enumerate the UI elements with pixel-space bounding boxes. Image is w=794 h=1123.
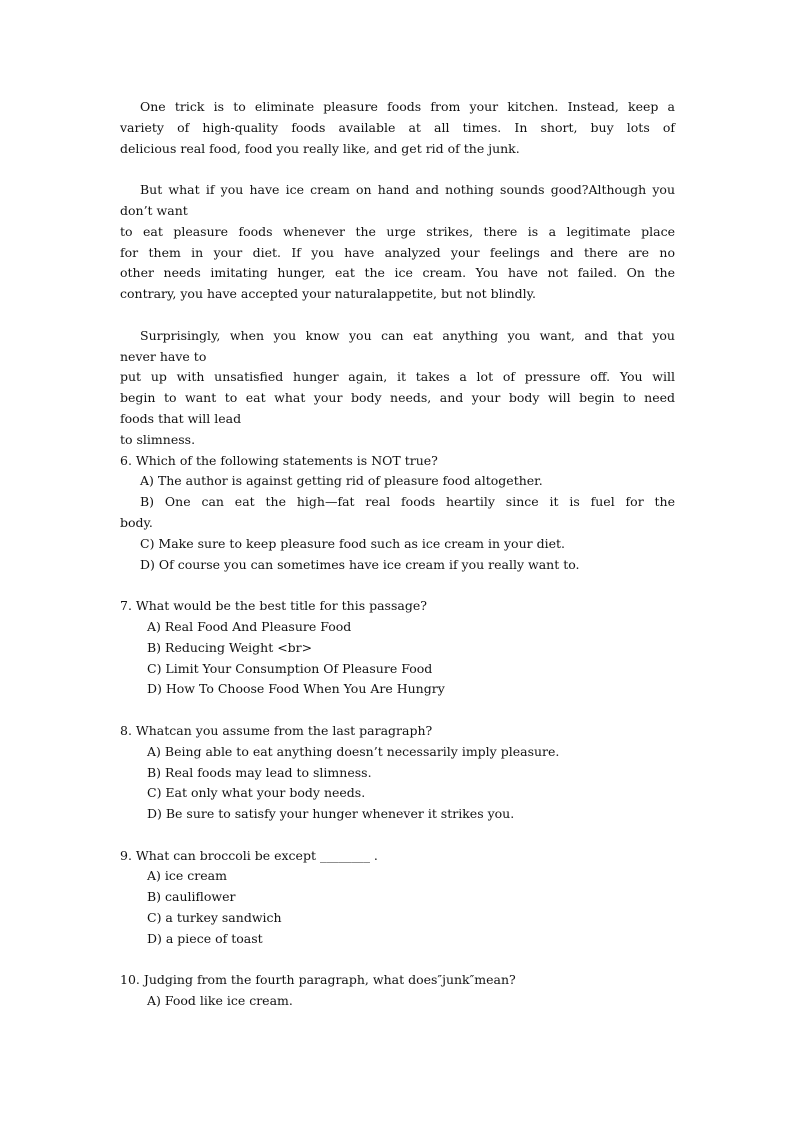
answer-option-d: D) How To Choose Food When You Are Hungry [147,681,445,697]
paragraph-line: for them in your diet. If you have analyzed your feelings and there are no [120,244,675,260]
answer-option-a: A) Real Food And Pleasure Food [147,618,352,634]
paragraph-spacer [120,305,675,326]
question-stem: 6. Which of the following statements is NOT true? [120,452,438,468]
question-7 [120,596,675,700]
answer-option-b: B) One can eat the high—fat real foods heartily since it is fuel for the [140,494,675,510]
paragraph-line: foods that will lead [120,410,242,426]
answer-option-c: C) Eat only what your body needs. [147,785,366,801]
paragraph-line: to slimness. [120,431,196,447]
question-spacer [120,700,675,721]
paragraph-line: to eat pleasure foods whenever the urge strikes, there is a legitimate place [120,223,675,239]
paragraph-line: One trick is to eliminate pleasure foods from your kitchen. Instead, keep a [140,99,675,114]
paragraph-line: begin to want to eat what your body needs, and your body will begin to need [120,390,675,406]
paragraph-3 [120,326,675,451]
paragraph-2 [120,180,675,305]
answer-option-a: A) ice cream [147,868,227,884]
paragraph-line: delicious real food, food you really like, and get rid of the junk. [120,140,520,156]
paragraph-1 [120,97,675,159]
answer-option-c: C) a turkey sandwich [147,910,282,926]
question-spacer [120,950,675,971]
question-stem: 9. What can broccoli be except ________ . [120,847,378,863]
question-stem: 7. What would be the best title for this passage? [120,598,427,614]
paragraph-line: never have to [120,348,207,364]
question-stem: 8. Whatcan you assume from the last paragraph? [120,722,433,738]
paragraph-line: Surprisingly, when you know you can eat anything you want, and that you [140,327,675,343]
answer-option-c: C) Make sure to keep pleasure food such as ice cream in your diet. [140,535,565,551]
paragraph-line: other needs imitating hunger, eat the ice cream. You have not failed. On the [120,265,675,281]
answer-option-a: A) Being able to eat anything doesn’t necessarily imply pleasure. [147,743,560,759]
question-6 [120,451,675,576]
question-spacer [120,825,675,846]
question-stem: 10. Judging from the fourth paragraph, what does″junk″mean? [120,972,516,988]
answer-option-d: D) a piece of toast [147,930,263,946]
question-10 [120,970,675,1012]
paragraph-line: But what if you have ice cream on hand and nothing sounds good?Although you [140,182,675,198]
answer-option-a: A) Food like ice cream. [147,993,293,1009]
question-8 [120,721,675,825]
answer-option-b: B) Real foods may lead to slimness. [147,764,372,780]
question-spacer [120,575,675,596]
answer-option-b: B) cauliflower [147,889,236,905]
paragraph-line: contrary, you have accepted your naturalappetite, but not blindly. [120,286,537,302]
answer-option-d: D) Be sure to satisfy your hunger whenever it strikes you. [147,806,515,822]
answer-option-a: A) The author is against getting rid of pleasure food altogether. [140,473,543,489]
paragraph-line: don’t want [120,202,188,218]
answer-option-b: B) Reducing Weight <br> [147,639,313,655]
paragraph-spacer [120,159,675,180]
paragraph-line: variety of high-quality foods available at all times. In short, buy lots of [120,119,675,135]
answer-option-c: C) Limit Your Consumption Of Pleasure Food [147,660,433,676]
paragraph-line: put up with unsatisfied hunger again, it takes a lot of pressure off. You will [120,369,675,385]
answer-option-b-continued: body. [120,514,153,530]
document-page [120,97,675,1012]
question-9 [120,846,675,950]
answer-option-d: D) Of course you can sometimes have ice cream if you really want to. [140,556,580,572]
